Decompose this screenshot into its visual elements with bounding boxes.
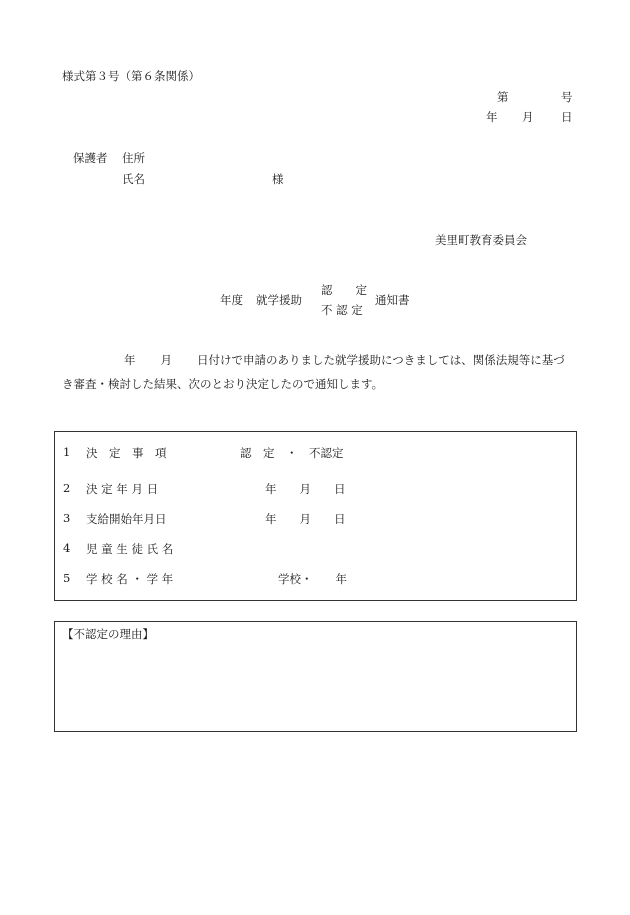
address-label: 住所 xyxy=(122,151,145,165)
body-paragraph xyxy=(62,348,574,396)
body-text: 日付けで申請のありました就学援助につきましては、関係法規等に基づき審査・検討した結果、次のとおり決定したので通知します。 xyxy=(62,353,565,391)
title-option-approve: 認 定 xyxy=(321,283,367,297)
decision-row-label: 決 定 年 月 日 xyxy=(86,482,159,496)
decision-row-num: 3 xyxy=(63,511,71,525)
document-number-go: 号 xyxy=(561,90,573,104)
title-option-reject: 不 認 定 xyxy=(321,303,363,317)
issue-date-month: 月 xyxy=(522,110,534,124)
decision-row-value: 学校・ 年 xyxy=(278,572,347,586)
decision-row-label: 支給開始年月日 xyxy=(86,512,167,526)
honorific: 様 xyxy=(272,172,284,186)
decision-row-value: 認 定 ・ 不認定 xyxy=(240,446,344,460)
document-number-dai: 第 xyxy=(497,90,509,104)
issue-date-day: 日 xyxy=(561,110,573,124)
decision-row-label: 児 童 生 徒 氏 名 xyxy=(86,542,174,556)
title-suffix: 通知書 xyxy=(375,293,410,307)
decision-row-label: 決 定 事 項 xyxy=(86,446,167,460)
title-subject: 就学援助 xyxy=(256,293,302,307)
body-year: 年 xyxy=(124,353,136,367)
decision-row-value: 年 月 日 xyxy=(265,512,346,526)
name-label: 氏名 xyxy=(122,172,145,186)
guardian-label: 保護者 xyxy=(73,151,108,165)
form-label: 様式第３号（第６条関係） xyxy=(62,69,200,83)
decision-row-num: 2 xyxy=(63,481,71,495)
reason-heading: 【不認定の理由】 xyxy=(62,627,154,641)
decision-row-num: 5 xyxy=(63,571,71,585)
issue-date-year: 年 xyxy=(486,110,498,124)
decision-row-num: 1 xyxy=(63,445,71,459)
decision-row-value: 年 月 日 xyxy=(265,482,346,496)
decision-row-num: 4 xyxy=(63,541,71,555)
body-month: 月 xyxy=(160,353,172,367)
decision-row-label: 学 校 名 ・ 学 年 xyxy=(86,572,174,586)
title-fiscal-year: 年度 xyxy=(220,293,243,307)
issuer-name: 美里町教育委員会 xyxy=(435,233,527,247)
